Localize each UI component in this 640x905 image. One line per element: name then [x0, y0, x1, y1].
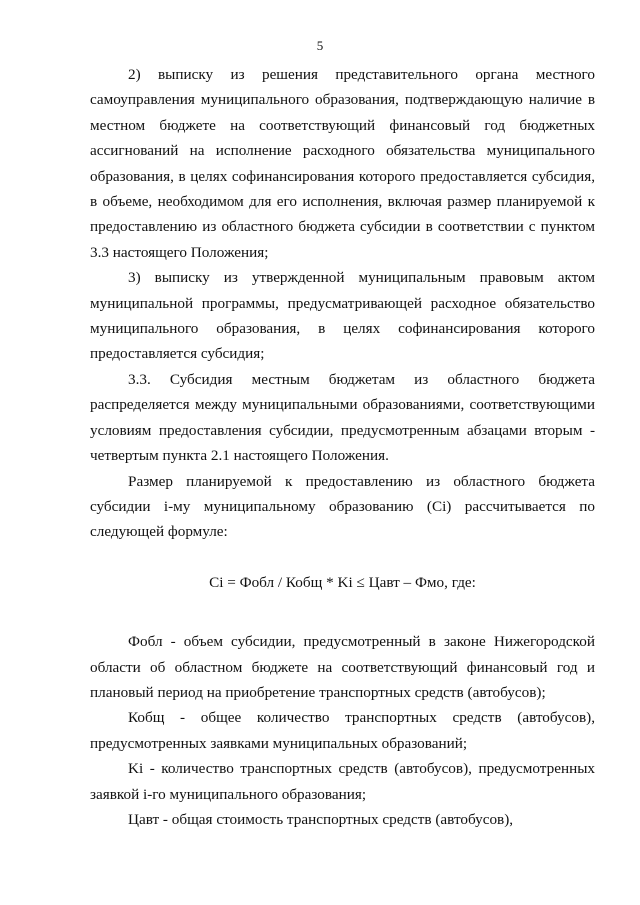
paragraph-formula-intro: Размер планируемой к предоставлению из областного бюджета субсидии i-му муниципальному образованию (Ci) рассчитывается по следующей формуле: [90, 472, 595, 541]
definition-kobshch: Кобщ - общее количество транспортных средств (автобусов), предусмотренных заявками муниципальных образований; [90, 709, 595, 752]
definition-tsavt: Цавт - общая стоимость транспортных средств (автобусов), [128, 810, 514, 828]
formula: Ci = Фобл / Кобщ * Ki ≤ Цавт – Фмо, где: [209, 573, 476, 591]
page-number: 5 [316, 38, 324, 53]
paragraph-item-2: 2) выписку из решения представительного органа местного самоуправления муниципального образования, подтверждающую наличие в местном бюджете на соответствующий финансовый год бюджетных ассигнований на исполнение расходного обязательства муниципального образования, в целях софинансирования которого предоставляется субсидия, в объеме, необходимом для его исполнения, включая размер планируемой к предоставлению из областного бюджета субсидии в соответствии с пунктом 3.3 настоящего Положения; [90, 66, 595, 261]
document-body [90, 62, 595, 832]
definition-fobl: Фобл - объем субсидии, предусмотренный в законе Нижегородской области об областном бюджете на соответствующий финансовый год и плановый период на приобретение транспортных средств (автобусов); [90, 633, 595, 701]
definition-ki: Ki - количество транспортных средств (автобусов), предусмотренных заявкой i-го муниципального образования; [90, 760, 595, 803]
paragraph-item-3: 3) выписку из утвержденной муниципальным правовым актом муниципальной программы, предусматривающей расходное обязательство муниципального образования, в целях софинансирования которого предоставляется субсидия; [90, 269, 595, 363]
paragraph-section-3-3: 3.3. Субсидия местным бюджетам из областного бюджета распределяется между муниципальными образованиями, соответствующими условиям предоставления субсидии, предусмотренным абзацами вторым - четвертым пункта 2.1 настоящего Положения. [90, 370, 595, 465]
